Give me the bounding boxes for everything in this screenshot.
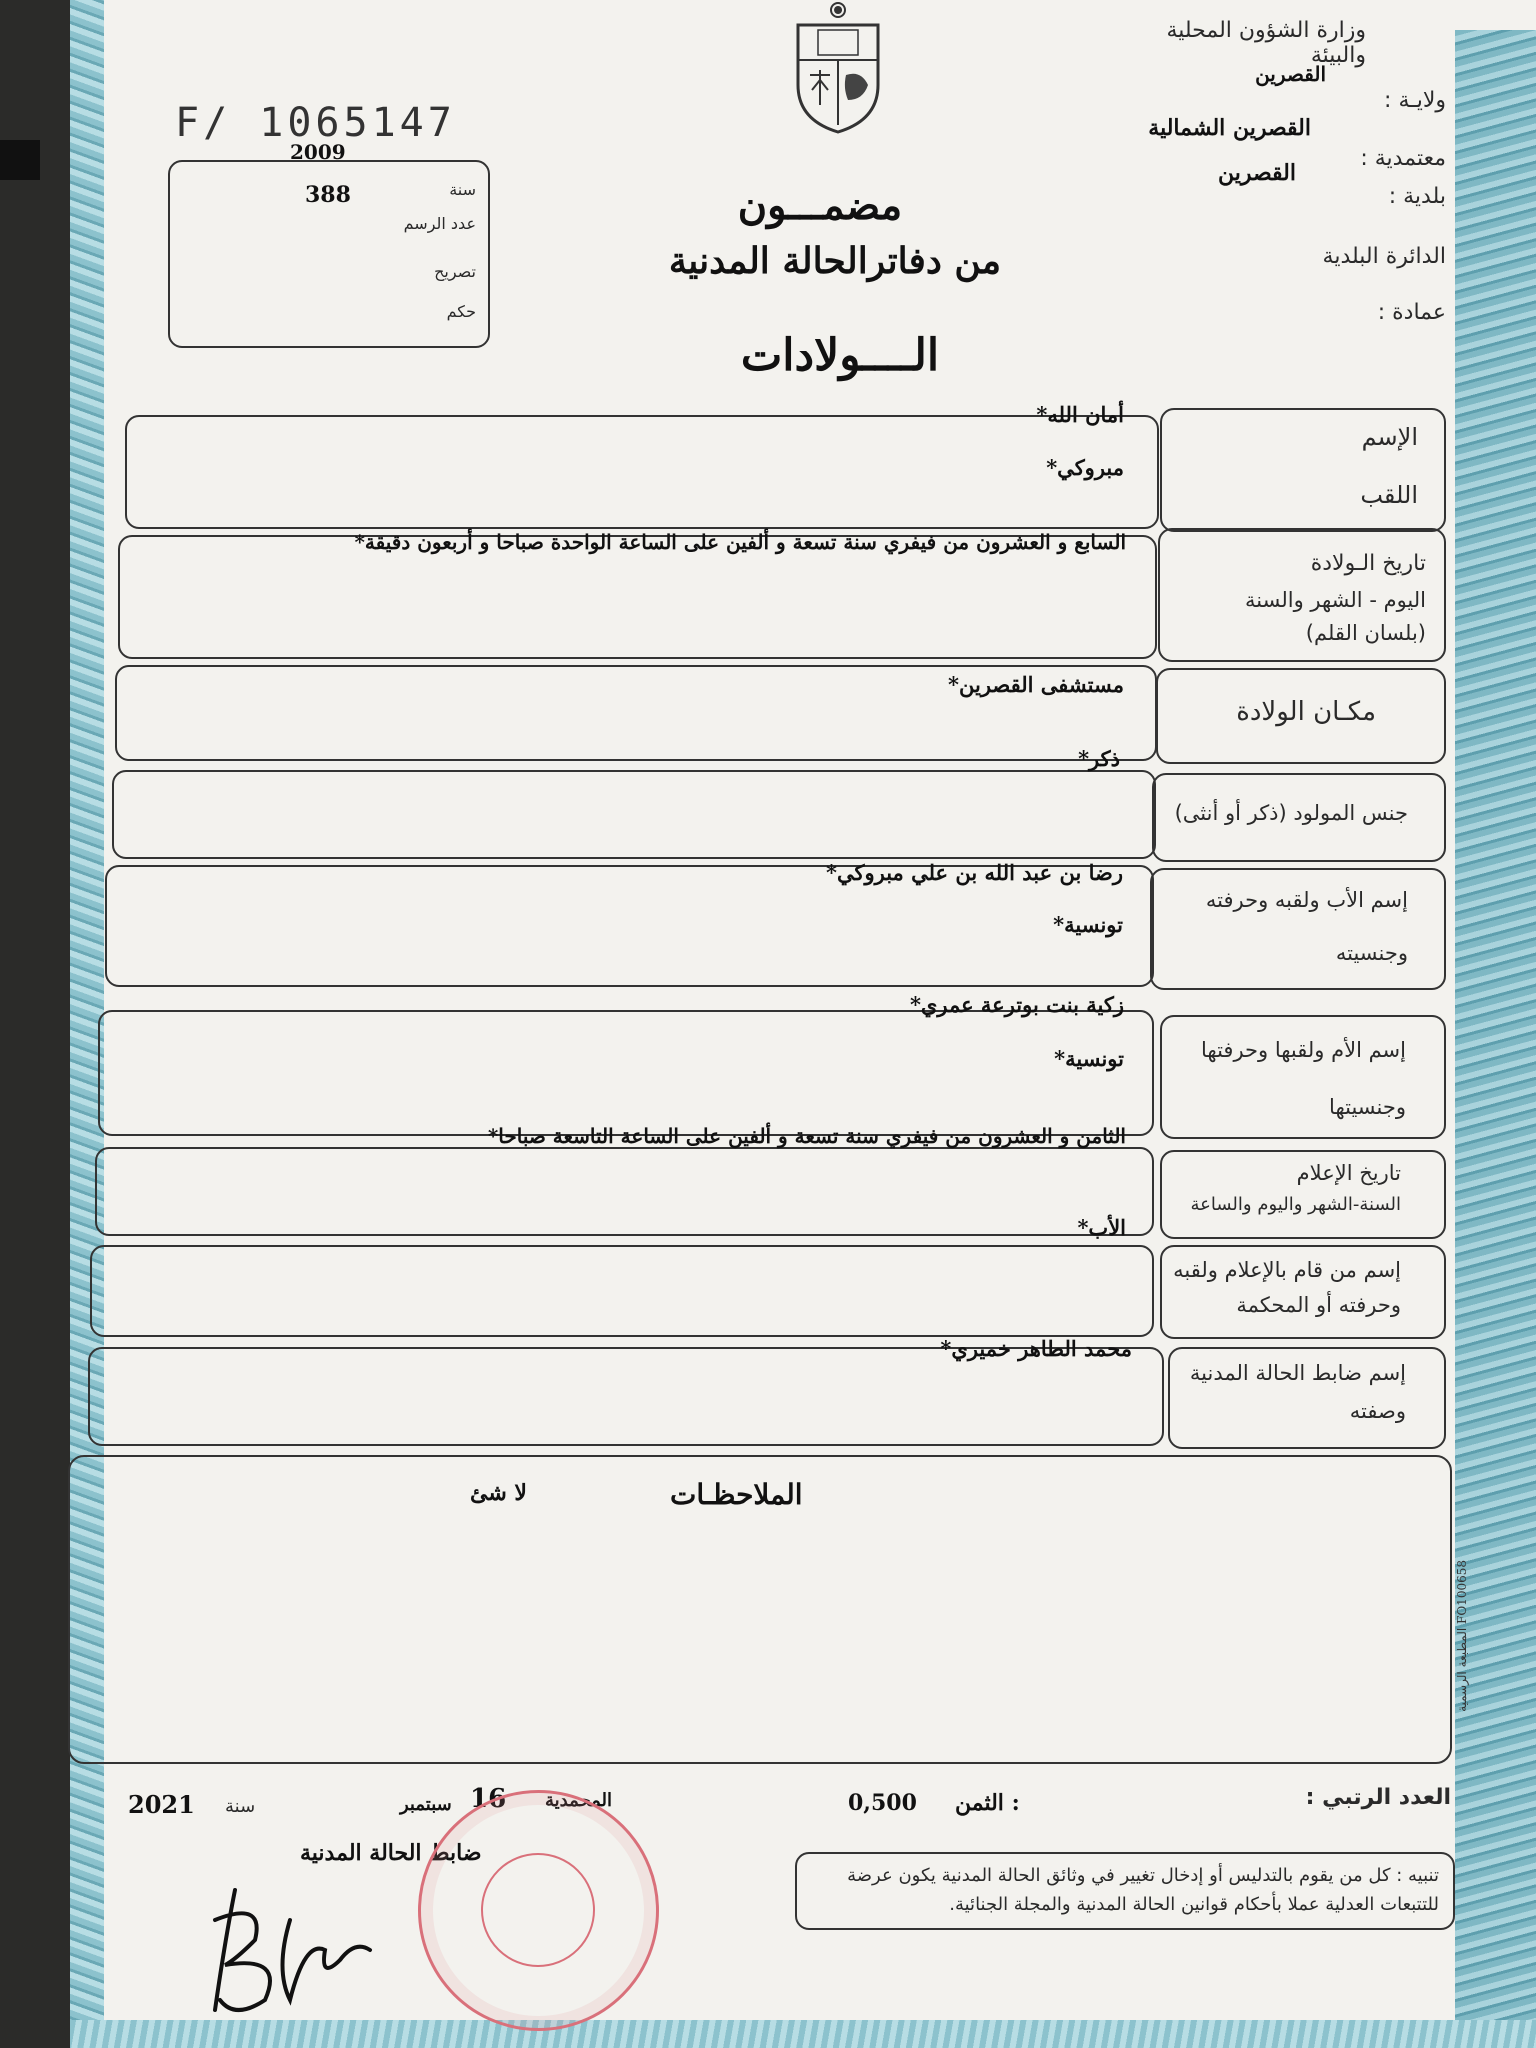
registry-year: 2009	[290, 140, 346, 164]
value-mother-nationality: تونسية*	[1054, 1046, 1124, 1071]
handwritten-signature-icon	[195, 1880, 395, 2020]
background-shadow	[0, 0, 70, 2048]
binder-clip	[0, 140, 40, 180]
document-subtitle: من دفاترالحالة المدنية	[668, 240, 1002, 282]
guilloche-border-right	[1455, 30, 1536, 2048]
label-birth-date-note: (بلسان القلم)	[1305, 621, 1426, 645]
row-declaration-date-value-box	[95, 1147, 1154, 1236]
value-father-name: رضا بن عبد الله بن علي مبروكي*	[825, 860, 1123, 885]
ministry-name: وزارة الشؤون المحلية والبيئة	[1166, 18, 1366, 68]
row-sex-value-box	[112, 770, 1156, 859]
serial-number: F/ 1065147	[175, 100, 456, 146]
value-surname: مبروكي*	[1046, 455, 1124, 480]
label-declaration-date-format: السنة-الشهر واليوم والساعة	[1190, 1194, 1401, 1215]
tunisia-coat-of-arms-icon	[788, 0, 888, 135]
label-mother: إسم الأم ولقبها وحرفتها	[1201, 1038, 1406, 1062]
label-birth-place: مكـان الولادة	[1236, 697, 1376, 727]
value-birth-date: السابع و العشرون من فيفري سنة تسعة و ألفين على الساعة الواحدة صباحا و أربعون دقيقة*	[354, 530, 1126, 554]
label-father-nationality: وجنسيته	[1335, 941, 1408, 965]
district-label: الدائرة البلدية	[1322, 244, 1446, 269]
value-officer: محمد الطاهر خميري*	[940, 1336, 1132, 1361]
year-label: سنة	[225, 1796, 256, 1817]
official-seal-icon	[418, 1790, 659, 2031]
baladia-label: بلدية :	[1388, 184, 1446, 209]
label-mother-nationality: وجنسيتها	[1329, 1095, 1406, 1119]
date-day: 16	[470, 1784, 507, 1814]
motamadia-label: معتمدية :	[1360, 146, 1446, 171]
registry-declaration-label: تصريح	[434, 262, 476, 281]
printer-note: المطبعة الرسمية FO100658	[1455, 1560, 1469, 1712]
motamadia-value: القصرين الشمالية	[1148, 115, 1311, 141]
date-year: 2021	[128, 1790, 195, 1819]
section-title: الــــولادات	[740, 330, 940, 381]
value-sex: ذكر*	[1078, 746, 1120, 771]
officer-signature-label: ضابط الحالة المدنية	[300, 1840, 482, 1866]
label-father: إسم الأب ولقبه وحرفته	[1205, 888, 1408, 912]
label-birth-date: تاريخ الـولادة	[1310, 551, 1426, 576]
wilaya-value: القصرين	[1255, 62, 1326, 86]
registry-box	[168, 140, 490, 348]
remarks-label: الملاحظـات	[670, 1478, 803, 1511]
serial-label: العدد الرتبي :	[1305, 1785, 1451, 1810]
omada-label: عمادة :	[1377, 300, 1446, 325]
value-declaration-date: الثامن و العشرون من فيفري سنة تسعة و ألفين على الساعة التاسعة صباحا*	[487, 1124, 1126, 1148]
registry-year-label: سنة	[449, 180, 476, 199]
value-mother-name: زكية بنت بوترعة عمري*	[909, 992, 1124, 1017]
wilaya-label: ولايـة :	[1384, 88, 1446, 113]
label-officer: إسم ضابط الحالة المدنية	[1189, 1361, 1406, 1385]
label-birth-date-format: اليوم - الشهر والسنة	[1245, 588, 1426, 612]
date-month: سبتمبر	[400, 1794, 452, 1815]
registry-judgment-label: حكم	[446, 302, 476, 321]
label-first-name: الإسم	[1361, 423, 1418, 451]
registry-number-label: عدد الرسم	[403, 214, 476, 233]
row-name-value-box	[125, 415, 1159, 529]
value-first-name: أمان الله*	[1036, 402, 1124, 427]
value-birth-place: مستشفى القصرين*	[948, 672, 1124, 697]
label-officer-title: وصفته	[1349, 1399, 1406, 1423]
label-sex: جنس المولود (ذكر أو أنثى)	[1174, 801, 1408, 825]
label-surname: اللقب	[1360, 481, 1418, 509]
remarks-value: لا شئ	[470, 1480, 527, 1506]
row-officer-value-box	[88, 1347, 1164, 1446]
label-declarant: إسم من قام بالإعلام ولقبه	[1173, 1258, 1401, 1282]
baladia-value: القصرين	[1217, 160, 1296, 186]
document-title: مضمـــون	[737, 182, 903, 229]
guilloche-border-bottom	[70, 2020, 1536, 2048]
label-declaration-date: تاريخ الإعلام	[1296, 1161, 1401, 1185]
value-father-nationality: تونسية*	[1053, 912, 1123, 937]
price-value: 0,500	[848, 1790, 917, 1816]
label-declarant-occupation: وحرفته أو المحكمة	[1236, 1293, 1401, 1317]
row-mother-value-box	[98, 1010, 1154, 1136]
value-declarant: الأب*	[1077, 1215, 1126, 1240]
registry-number: 388	[305, 182, 351, 208]
place-name: المحمدية	[545, 1790, 613, 1811]
price-label: الثمن :	[955, 1790, 1020, 1816]
row-declarant-value-box	[90, 1245, 1154, 1337]
legal-warning: تنبيه : كل من يقوم بالتدليس أو إدخال تغيير في وثائق الحالة المدنية يكون عرضة للتتبعات العدلية عملا بأحكام قوانين الحالة المدنية والمجلة الجنائية.	[795, 1852, 1455, 1930]
